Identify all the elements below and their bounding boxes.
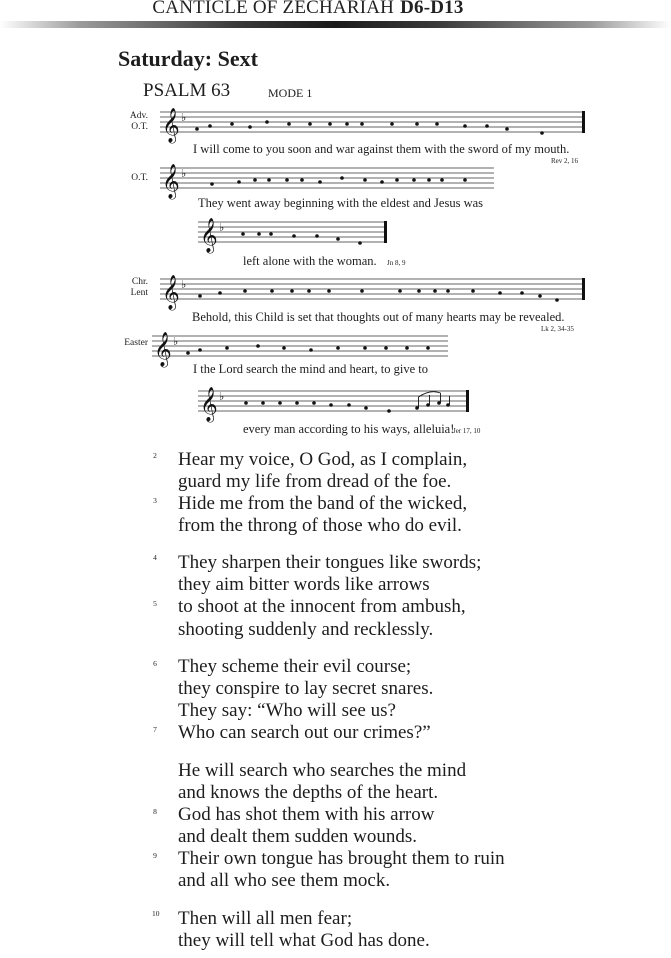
verse-line: Then will all men fear;: [178, 908, 353, 929]
running-title: CANTICLE OF ZECHARIAH: [152, 0, 395, 18]
verse-number: 3: [153, 496, 157, 505]
verse-line: to shoot at the innocent from ambush,: [178, 596, 466, 617]
verse-line: guard my life from dread of the foe.: [178, 471, 452, 492]
running-header: [0, 0, 671, 19]
verse-number: 4: [153, 553, 157, 562]
verse-line: shooting suddenly and recklessly.: [178, 619, 434, 640]
psalm-mode: MODE 1: [268, 86, 313, 100]
svg-text:♭: ♭: [181, 111, 187, 124]
svg-text:♭: ♭: [173, 335, 179, 348]
svg-text:♭: ♭: [219, 221, 225, 234]
antiphon-text: I the Lord search the mind and heart, to give to: [193, 362, 428, 376]
season-label-line: Easter: [124, 338, 148, 348]
svg-text:𝄞: 𝄞: [162, 275, 180, 310]
verse-line: They say: “Who will see us?: [178, 700, 396, 721]
scripture-reference: Lk 2, 34-35: [541, 325, 574, 333]
verse-line: They scheme their evil course;: [178, 656, 412, 677]
verse-number: 2: [153, 451, 157, 460]
verse-number: 9: [153, 851, 157, 860]
scripture-reference: Rev 2, 16: [551, 157, 579, 165]
verse-line: Who can search out our crimes?”: [178, 722, 431, 743]
season-label-line: O.T.: [131, 122, 148, 132]
music-staff: [152, 104, 588, 144]
svg-text:𝄞: 𝄞: [162, 164, 180, 199]
verse-number: 7: [153, 725, 157, 734]
verse-line: and dealt them sudden wounds.: [178, 826, 418, 847]
verse-line: Their own tongue has brought them to ruin: [178, 848, 505, 869]
season-label: [118, 173, 148, 184]
verse-number: 10: [152, 909, 160, 918]
season-label-line: Lent: [130, 288, 148, 298]
hour-title: Saturday: Sext: [118, 46, 258, 71]
music-staff: [152, 271, 588, 311]
svg-text:♭: ♭: [181, 167, 187, 180]
season-label: [110, 338, 148, 349]
scripture-reference: Jer 17, 10: [453, 427, 481, 435]
svg-text:𝄞: 𝄞: [200, 218, 218, 253]
verse-line: They sharpen their tongues like swords;: [178, 552, 482, 573]
antiphon-text: left alone with the woman.: [243, 254, 377, 268]
antiphon-text: Behold, this Child is set that thoughts out of many hearts may be revealed.: [192, 310, 565, 324]
music-staff: [152, 160, 497, 200]
verse-line: and all who see them mock.: [178, 870, 391, 891]
verse-line: Hear my voice, O God, as I complain,: [178, 449, 468, 470]
season-label-line: Adv.: [129, 111, 148, 121]
verse-number: 8: [153, 807, 157, 816]
verse-line: and knows the depths of the heart.: [178, 782, 439, 803]
season-label-line: Chr.: [131, 277, 148, 287]
psalm-title: PSALM 63: [143, 80, 231, 101]
music-staff: [190, 214, 390, 254]
svg-text:𝄞: 𝄞: [200, 387, 218, 422]
scripture-reference: Jn 8, 9: [387, 259, 406, 267]
svg-text:𝄞: 𝄞: [162, 108, 180, 143]
season-label: [118, 111, 148, 133]
verse-number: 6: [153, 659, 157, 668]
verse-line: God has shot them with his arrow: [178, 804, 435, 825]
music-staff: [190, 383, 475, 423]
verse-line: they will tell what God has done.: [178, 930, 430, 951]
verse-line: they conspire to lay secret snares.: [178, 678, 434, 699]
antiphon-text: They went away beginning with the eldest and Jesus was: [198, 196, 484, 210]
svg-text:♭: ♭: [181, 278, 187, 291]
season-label-line: O.T.: [131, 173, 148, 183]
svg-text:𝄞: 𝄞: [154, 332, 172, 367]
verse-line: He will search who searches the mind: [178, 760, 467, 781]
verse-line: Hide me from the band of the wicked,: [178, 493, 468, 514]
page-range: D6-D13: [400, 0, 464, 18]
antiphon-text: I will come to you soon and war against them with the sword of my mouth.: [193, 142, 570, 156]
season-label: [118, 277, 148, 299]
svg-text:♭: ♭: [219, 390, 225, 403]
verse-line: they aim bitter words like arrows: [178, 574, 430, 595]
verse-number: 5: [153, 599, 157, 608]
verse-line: from the throng of those who do evil.: [178, 515, 462, 536]
header-rule: [0, 21, 671, 28]
antiphon-text: every man according to his ways, alleluia!: [243, 422, 455, 436]
